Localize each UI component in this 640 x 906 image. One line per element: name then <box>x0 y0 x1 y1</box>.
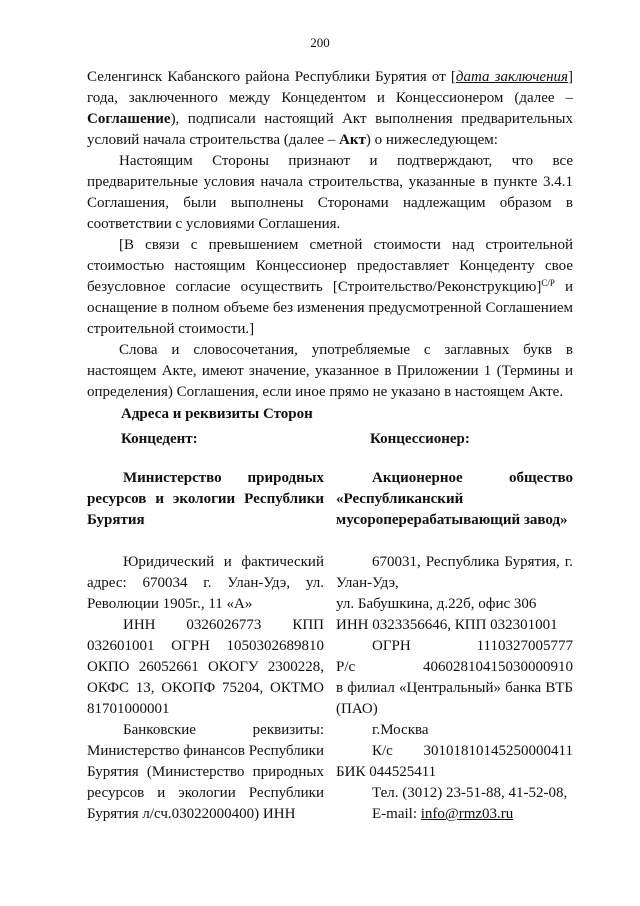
concessionaire-bik: БИК 044525411 <box>336 764 437 780</box>
grantor-codes: 032601001 ОГРН 1050302689810 ОКПО 26052661 ОКОГУ 2300228, ОКФС 13, ОКОПФ 75204, ОКТМО 81701000001 <box>87 638 324 717</box>
term-agreement: Соглашение <box>87 111 171 127</box>
consent-text: и оснащение в полном объеме без изменения предусмотренной Соглашением строительной стоимости.] <box>87 279 573 337</box>
concessionaire-email-link[interactable]: info@rmz03.ru <box>420 806 514 822</box>
grantor-inn-label: ИНН <box>123 617 156 633</box>
concessionaire-org-name: Акционерное общество «Республиканский мусороперерабатывающий завод» <box>336 470 573 528</box>
grantor-inn: 0326026773 <box>186 617 262 633</box>
concessionaire-bank-name: в филиал «Центральный» банка ВТБ (ПАО) <box>336 680 573 717</box>
concessionaire-email-line <box>336 804 573 825</box>
grantor-bank: Банковские реквизиты: Министерство финансов Республики Бурятия (Министерство природных ресурсов и экологии Республики Бурятия л/сч.03022000400) ИНН <box>87 722 324 822</box>
concessionaire-phone: Тел. (3012) 23-51-88, 41-52-08, <box>372 785 568 801</box>
grantor-label: Концедент: <box>121 431 198 447</box>
consent-text: [В связи с превышением сметной стоимости над строительной стоимостью настоящим Концессионер предоставляет Концеденту свое безусловное согласие осуществить [Строительство/Реконструкцию] <box>87 237 573 295</box>
intro-text: ) о нижеследующем: <box>365 132 498 148</box>
concessionaire-inn-kpp: ИНН 0323356646, КПП 032301001 <box>336 617 558 633</box>
concessionaire-ogrn: 1110327005777 <box>476 638 573 654</box>
concessionaire-address-1: 670031, Республика Бурятия, г. Улан-Удэ, <box>336 554 573 591</box>
concessionaire-corr-label: К/с <box>372 743 393 759</box>
concessionaire-corr-row <box>336 741 573 762</box>
terms-paragraph: Слова и словосочетания, употребляемые с заглавных букв в настоящем Акте, имеют значение, указанное в Приложении 1 (Термины и определения) Соглашения, если иное прямо не указано в настоящем Акте. <box>87 342 573 400</box>
intro-text: Селенгинск Кабанского района Республики Бурятия от [ <box>87 69 456 85</box>
grantor-column <box>87 468 324 825</box>
act-body <box>87 67 573 403</box>
intro-paragraph <box>87 67 573 151</box>
concessionaire-ogrn-label: ОГРН <box>372 638 411 654</box>
concessionaire-column <box>336 468 573 825</box>
concessionaire-ogrn-row <box>336 636 573 657</box>
confirm-paragraph: Настоящим Стороны признают и подтверждают, что все предварительные условия начала строительства, указанные в пункте 3.4.1 Соглашения, были выполнены Сторонами надлежащим образом в соответствии с условиями Соглашения. <box>87 153 573 232</box>
concessionaire-account-label: Р/с <box>336 659 356 675</box>
concessionaire-corr: 30101810145250000411 <box>423 743 573 759</box>
consent-paragraph <box>87 235 573 340</box>
grantor-address: Юридический и фактический адрес: 670034 г. Улан-Удэ, ул. Революции 1905г., 11 «А» <box>87 554 324 612</box>
page-number: 200 <box>310 35 330 50</box>
concessionaire-account-row <box>336 657 573 678</box>
concessionaire-email-label: E-mail: <box>372 806 417 822</box>
grantor-org-name: Министерство природных ресурсов и экологии Республики Бурятия <box>87 470 324 528</box>
intro-text: ] года, заключенного между Концедентом и Концессионером (далее – <box>87 69 573 106</box>
concessionaire-label: Концессионер: <box>370 431 470 447</box>
term-act: Акт <box>339 132 366 148</box>
concessionaire-account: 40602810415030000910 <box>423 659 573 675</box>
concessionaire-city: г.Москва <box>372 722 429 738</box>
grantor-inn-row <box>87 615 324 636</box>
grantor-kpp-label: КПП <box>292 617 324 633</box>
intro-text: ), подписали настоящий Акт выполнения предварительных условий начала строительства (далее – <box>87 111 573 148</box>
concessionaire-address-2: ул. Бабушкина, д.22б, офис 306 <box>336 596 537 612</box>
date-field[interactable]: дата заключения <box>455 69 568 85</box>
consent-superscript: С/Р <box>541 278 555 288</box>
addresses-heading: Адреса и реквизиты Сторон <box>121 406 313 422</box>
